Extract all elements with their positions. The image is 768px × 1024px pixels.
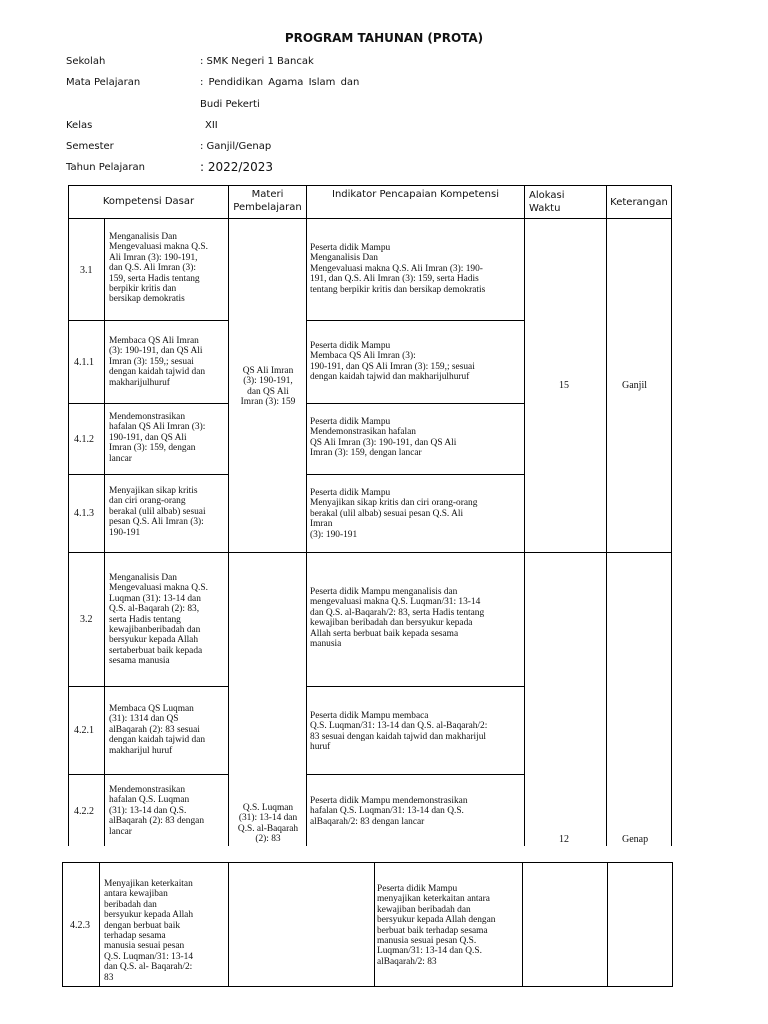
row-number: 4.1.3 — [74, 508, 94, 519]
document-title: PROGRAM TAHUNAN (PROTA) — [284, 31, 484, 45]
materi-cell: Q.S. Luqman (31): 13-14 dan Q.S. al-Baqarah (2): 83 — [237, 803, 299, 845]
ipk-cell: Peserta didik Mampu mendemonstrasikan hafalan Q.S. Luqman/31: 13-14 dan Q.S. alBaqarah/2: 83 dengan lancar — [310, 796, 468, 827]
ipk-cell: Peserta didik Mampu Membaca QS Ali Imran (3): 190-191, dan QS Ali Imran (3): 159,; sesuai dengan kaidah tajwid dan makharijulhuruf — [310, 341, 475, 383]
kd-cell: Membaca QS Luqman (31): 1314 dan QS alBaqarah (2): 83 sesuai dengan kaidah tajwid dan makharijul huruf — [109, 704, 206, 756]
info-value: : SMK Negeri 1 Bancak — [200, 56, 314, 67]
info-value: : 2022/2023 — [200, 160, 273, 174]
alokasi-value: 12 — [559, 834, 569, 845]
kd-cell: Mendemonstrasikan hafalan QS Ali Imran (3): 190-191, dan QS Ali Imran (3): 159, dengan lancar — [109, 412, 206, 464]
materi-cell: QS Ali Imran (3): 190-191, dan QS Ali Imran (3): 159 — [240, 366, 296, 408]
header-kompetensi-dasar: Kompetensi Dasar — [102, 196, 195, 207]
info-value: : Pendidikan Agama Islam dan — [200, 77, 360, 88]
ipk-cell: Peserta didik Mampu Menyajikan sikap kritis dan ciri orang-orang berakal (ulil albab) sesuai pesan Q.S. Ali Imran (3): 190-191 — [310, 488, 478, 540]
kd-cell: Menganalisis Dan Mengevaluasi makna Q.S. Luqman (31): 13-14 dan Q.S. al-Baqarah (2): 83, serta Hadis tentang kewajibanberibadah dan bersyukur kepada Allah sertaberbuat baik kepada sesama manusia — [109, 573, 208, 667]
info-value: XII — [205, 120, 218, 131]
row-number: 4.2.1 — [74, 725, 94, 736]
ipk-cell: Peserta didik Mampu Mendemonstrasikan hafalan QS Ali Imran (3): 190-191, dan QS Ali Imran (3): 159, dengan lancar — [310, 417, 457, 459]
alokasi-value: 15 — [559, 380, 569, 391]
ipk-cell: Peserta didik Mampu menyajikan keterkaitan antara kewajiban beribadah dan bersyukur kepada Allah dengan berbuat baik terhadap sesama manusia sesuai pesan Q.S. Luqman/31: 13-14 dan Q.S. alBaqarah/2: 83 — [377, 884, 496, 967]
keterangan-value: Genap — [622, 834, 649, 845]
ipk-cell: Peserta didik Mampu Menganalisis Dan Mengevaluasi makna Q.S. Ali Imran (3): 190- 191, dan Q.S. Ali Imran (3): 159, serta Hadis tentang berpikir kritis dan bersikap demokratis — [310, 243, 486, 295]
ipk-cell: Peserta didik Mampu membaca Q.S. Luqman/31: 13-14 dan Q.S. al-Baqarah/2: 83 sesuai dengan kaidah tajwid dan makharijul huruf — [310, 711, 488, 753]
row-number: 4.1.1 — [74, 357, 94, 368]
ipk-cell: Peserta didik Mampu menganalisis dan mengevaluasi makna Q.S. Luqman/31: 13-14 dan Q.S. al-Baqarah/2: 83, serta Hadis tentang kewajiban beribadah dan bersyukur kepada Allah serta berbuat baik kepada sesama manusia — [310, 587, 485, 650]
row-number: 4.2.3 — [70, 920, 90, 931]
kd-cell: Menganalisis Dan Mengevaluasi makna Q.S. Ali Imran (3): 190-191, dan Q.S. Ali Imran (3): 159, serta Hadis tentang berpikir kritis dan bersikap demokratis — [109, 232, 208, 305]
kd-cell: Menyajikan sikap kritis dan ciri orang-orang berakal (ulil albab) sesuai pesan Q.S. Ali Imran (3): 190-191 — [109, 486, 206, 538]
info-label: Semester — [66, 141, 114, 152]
row-number: 4.1.2 — [74, 434, 94, 445]
row-number: 3.2 — [80, 614, 93, 625]
row-number: 4.2.2 — [74, 806, 94, 817]
header-materi: Materi Pembelajaran — [233, 189, 302, 213]
row-number: 3.1 — [80, 265, 93, 276]
keterangan-value: Ganjil — [622, 380, 647, 391]
kd-cell: Membaca QS Ali Imran (3): 190-191, dan QS Ali Imran (3): 159,; sesuai dengan kaidah tajwid dan makharijulhuruf — [109, 336, 206, 388]
info-value: Budi Pekerti — [200, 99, 260, 110]
header-alokasi: Alokasi Waktu — [529, 190, 565, 214]
header-indikator: Indikator Pencapaian Kompetensi — [332, 189, 499, 200]
info-value: : Ganjil/Genap — [200, 141, 272, 152]
info-label: Tahun Pelajaran — [66, 162, 145, 173]
kd-cell: Menyajikan keterkaitan antara kewajiban beribadah dan bersyukur kepada Allah dengan berbuat baik terhadap sesama manusia sesuai pesan Q.S. Luqman/31: 13-14 dan Q.S. al- Baqarah/2: 83 — [104, 879, 194, 983]
info-label: Mata Pelajaran — [66, 77, 141, 88]
info-label: Sekolah — [66, 56, 106, 67]
info-label: Kelas — [66, 120, 93, 131]
header-keterangan: Keterangan — [610, 197, 668, 208]
kd-cell: Mendemonstrasikan hafalan Q.S. Luqman (31): 13-14 dan Q.S. alBaqarah (2): 83 dengan lancar — [109, 785, 205, 837]
